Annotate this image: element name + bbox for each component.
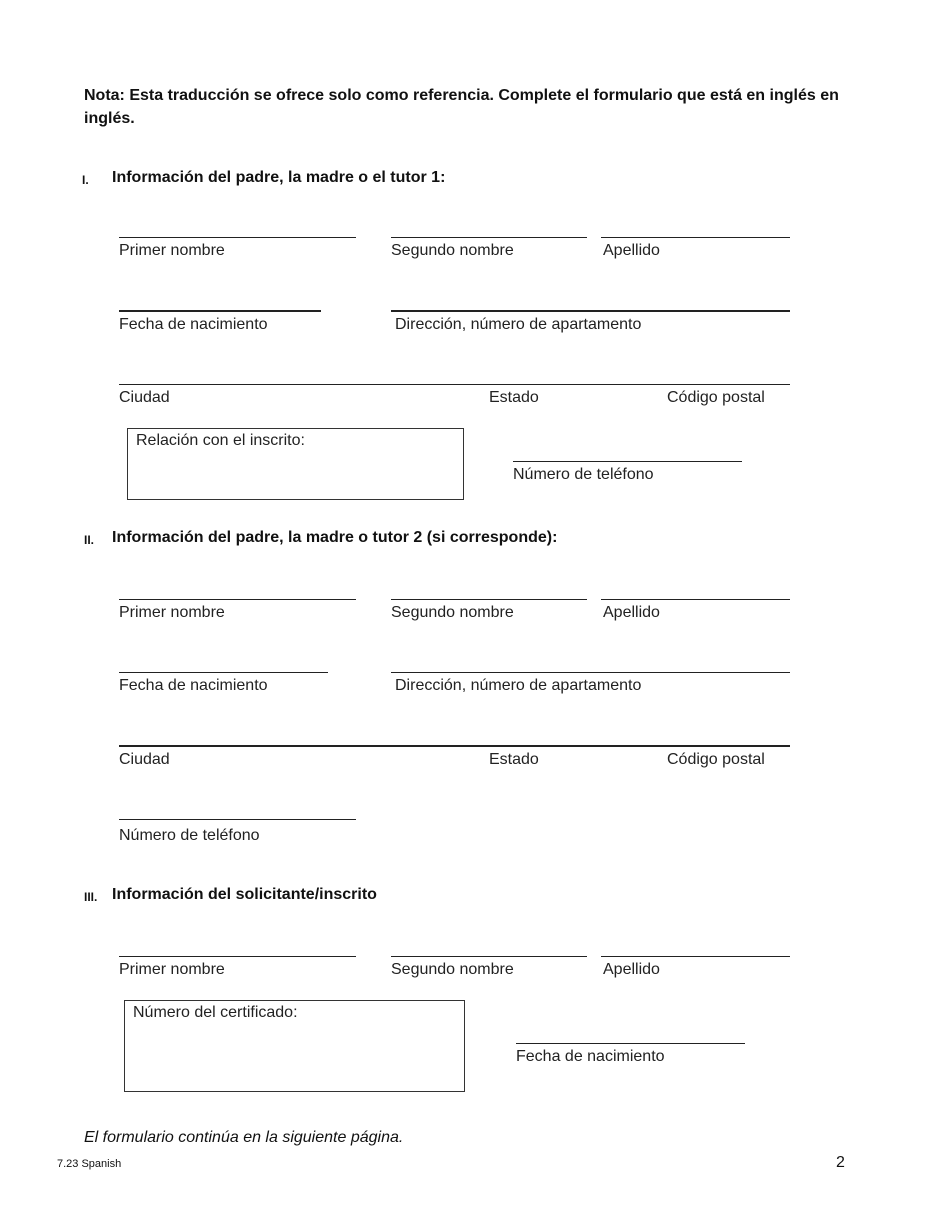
s1-city-label: Ciudad [119,389,170,406]
section-1-title: Información del padre, la madre o el tutor 1: [112,169,446,186]
s1-first-name-field[interactable] [119,237,356,238]
s2-address-label: Dirección, número de apartamento [395,677,642,694]
s3-dob-field[interactable] [516,1043,745,1044]
s2-middle-name-field[interactable] [391,599,587,600]
s2-first-name-field[interactable] [119,599,356,600]
s1-phone-label: Número de teléfono [513,466,654,483]
s2-zip-label: Código postal [667,751,765,768]
s1-zip-label: Código postal [667,389,765,406]
s3-middle-name-field[interactable] [391,956,587,957]
s2-dob-label: Fecha de nacimiento [119,677,268,694]
section-3-title: Información del solicitante/inscrito [112,886,377,903]
s2-city-label: Ciudad [119,751,170,768]
s1-phone-field[interactable] [513,461,742,462]
section-2-title: Información del padre, la madre o tutor 2 (si corresponde): [112,529,558,546]
page-number: 2 [836,1154,845,1171]
s1-city-state-zip-field[interactable] [119,384,790,385]
s3-first-name-field[interactable] [119,956,356,957]
s1-last-name-label: Apellido [603,242,660,259]
s3-middle-name-label: Segundo nombre [391,961,514,978]
s2-first-name-label: Primer nombre [119,604,225,621]
s2-middle-name-label: Segundo nombre [391,604,514,621]
section-1-number: I. [82,173,89,187]
s2-phone-label: Número de teléfono [119,827,260,844]
s1-address-label: Dirección, número de apartamento [395,316,642,333]
s2-city-state-zip-field[interactable] [119,745,790,747]
s2-last-name-field[interactable] [601,599,790,600]
s2-dob-field[interactable] [119,672,328,673]
s1-state-label: Estado [489,389,539,406]
s1-first-name-label: Primer nombre [119,242,225,259]
s3-last-name-label: Apellido [603,961,660,978]
s1-middle-name-label: Segundo nombre [391,242,514,259]
s3-certificate-label: Número del certificado: [133,1004,298,1021]
s2-phone-field[interactable] [119,819,356,820]
s2-last-name-label: Apellido [603,604,660,621]
translation-note: Nota: Esta traducción se ofrece solo como referencia. Complete el formulario que está en inglés en inglés. [84,87,839,127]
s1-middle-name-field[interactable] [391,237,587,238]
s2-address-field[interactable] [391,672,790,673]
s1-last-name-field[interactable] [601,237,790,238]
s3-dob-label: Fecha de nacimiento [516,1048,665,1065]
section-2-number: II. [84,533,95,547]
section-3-number: III. [84,890,98,904]
s1-dob-label: Fecha de nacimiento [119,316,268,333]
form-version: 7.23 Spanish [57,1158,122,1170]
s3-first-name-label: Primer nombre [119,961,225,978]
s3-certificate-box[interactable] [124,1000,465,1092]
s1-relationship-label: Relación con el inscrito: [136,432,305,449]
form-continues-note: El formulario continúa en la siguiente página. [84,1129,404,1146]
s2-state-label: Estado [489,751,539,768]
s1-dob-field[interactable] [119,310,321,312]
s1-address-field[interactable] [391,310,790,312]
s1-relationship-box[interactable] [127,428,464,500]
s3-last-name-field[interactable] [601,956,790,957]
